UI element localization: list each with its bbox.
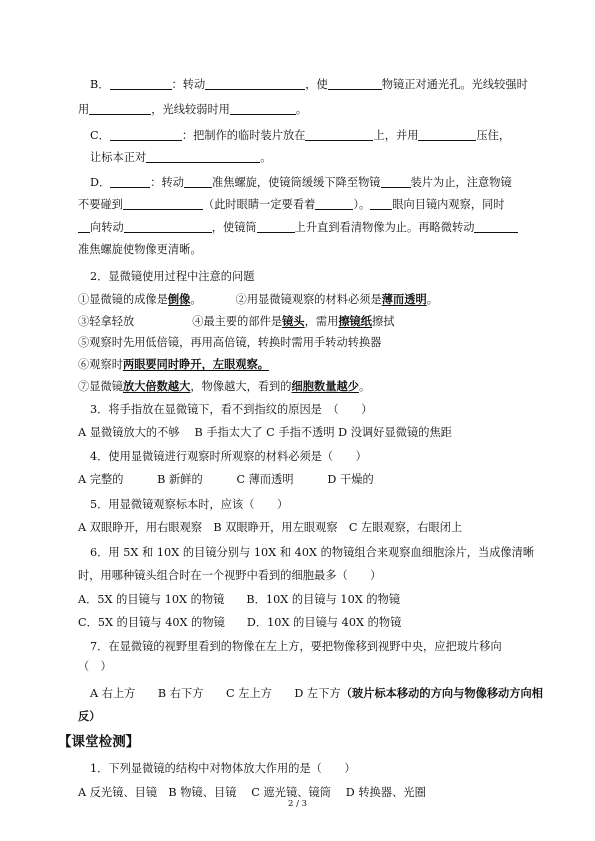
question-5-stem: 5．用显微镜观察标本时，应该（ ） — [90, 498, 289, 511]
question-3-stem: 3．将手指放在显微镜下，看不到指纹的原因是 （ ） — [90, 403, 373, 416]
blank — [124, 220, 212, 233]
question-4-stem: 4．使用显微镜进行观察时所观察的材料必须是（ ） — [90, 450, 367, 463]
note-5: ⑤观察时先用低倍镜，再用高倍镜，转换时需用手转动转换器 — [78, 336, 382, 349]
question-7-bracket: （ ） — [78, 660, 112, 673]
blank — [305, 128, 373, 141]
section-d-line-1: D． ：转动 准焦螺旋，使镜筒缓缓下降至物镜 装片为止，注意物镜 — [90, 176, 512, 189]
check-question-1-stem: 1．下列显微镜的结构中对物体放大作用的是（ ） — [90, 762, 356, 775]
blank — [328, 77, 382, 90]
blank — [418, 128, 476, 141]
section-b-line-2: 用 ，光线较弱时用 。 — [78, 103, 308, 116]
blank — [315, 197, 353, 210]
answer-text: 两眼要同时睁开，左眼观察。 — [122, 357, 270, 371]
section-heading-classroom-check: 【课堂检测】 — [58, 734, 140, 750]
blank — [110, 77, 172, 90]
section-d-line-4: 准焦螺旋使物像更清晰。 — [78, 243, 202, 256]
question-7-options: A 右上方 B 右下方 C 左上方 D 左下方（玻片标本移动的方向与物像移动方向相 — [90, 686, 544, 700]
blank — [474, 220, 518, 233]
blank — [205, 77, 305, 90]
section-c-line-2: 让标本正对 。 — [90, 151, 272, 164]
answer-text: 薄而透明 — [381, 292, 427, 306]
question-7-stem: 7．在显微镜的视野里看到的物像在左上方，要把物像移到视野中央，应把玻片移向 — [90, 640, 502, 653]
question-7-note: （玻片标本移动的方向与物像移动方向相 — [340, 686, 544, 700]
note-3-4: ③轻拿轻放 ④最主要的部件是镜头，需用擦镜纸擦拭 — [78, 314, 395, 328]
section-c-line-1: C． ：把制作的临时装片放在 上，并用 压住， — [90, 129, 511, 142]
section-d-line-2: 不要碰到 （此时眼睛一定要看着 ）。 眼向目镜内观察，同时 — [78, 198, 505, 211]
blank — [370, 197, 392, 210]
blank — [257, 220, 295, 233]
blank — [110, 175, 150, 188]
page-number: 2 / 3 — [287, 799, 308, 809]
check-question-1-options: A 反光镜、目镜 B 物镜、目镜 C 遮光镜、镜筒 D 转换器、光圈 — [78, 786, 426, 799]
blank — [146, 150, 260, 163]
blank — [89, 102, 151, 115]
section-b-line-1: B． ：转动 ，使 物镜正对通光孔。光线较强时 — [90, 78, 528, 91]
question-5-options: A 双眼睁开，用右眼观察 B 双眼睁开，用左眼观察 C 左眼观察，右眼闭上 — [78, 521, 463, 534]
answer-text: 细胞数量越少 — [291, 379, 359, 393]
question-6-options-cd: C．5X 的目镜与 40X 的物镜 D．10X 的目镜与 40X 的物镜 — [78, 616, 402, 629]
question-6-stem-1: 6．用 5X 和 10X 的目镜分别与 10X 和 40X 的物镜组合来观察血细胞涂片，当成像清晰 — [90, 546, 535, 559]
notes-heading: 2．显微镜使用过程中注意的问题 — [90, 270, 255, 283]
question-3-options: A 显微镜放大的不够 B 手指太大了 C 手指不透明 D 没调好显微镜的焦距 — [78, 426, 452, 439]
note-1-2: ①显微镜的成像是倒像。 ②用显微镜观察的材料必须是薄而透明。 — [78, 292, 438, 306]
question-6-options-ab: A．5X 的目镜与 10X 的物镜 B．10X 的目镜与 10X 的物镜 — [78, 593, 401, 606]
answer-text: 倒像 — [167, 292, 191, 306]
question-6-stem-2: 时，用哪种镜头组合时在一个视野中看到的细胞最多（ ） — [78, 569, 382, 582]
blank — [184, 175, 212, 188]
note-7: ⑦显微镜放大倍数越大，物像越大，看到的细胞数量越少。 — [78, 379, 371, 393]
answer-text: 放大倍数越大 — [122, 379, 191, 393]
section-d-line-3: 向转动 ，使镜筒 上升直到看清物像为止。再略微转动 — [78, 219, 555, 237]
blank — [110, 128, 182, 141]
question-4-options: A 完整的 B 新鲜的 C 薄而透明 D 干燥的 — [78, 473, 374, 486]
answer-text: 擦镜纸 — [338, 314, 373, 328]
blank — [381, 175, 411, 188]
blank — [78, 220, 90, 233]
answer-text: 镜头 — [282, 314, 305, 328]
blank — [230, 102, 296, 115]
blank — [123, 197, 203, 210]
note-6: ⑥观察时两眼要同时睁开，左眼观察。 — [78, 357, 270, 371]
question-7-note-end: 反） — [78, 709, 101, 723]
